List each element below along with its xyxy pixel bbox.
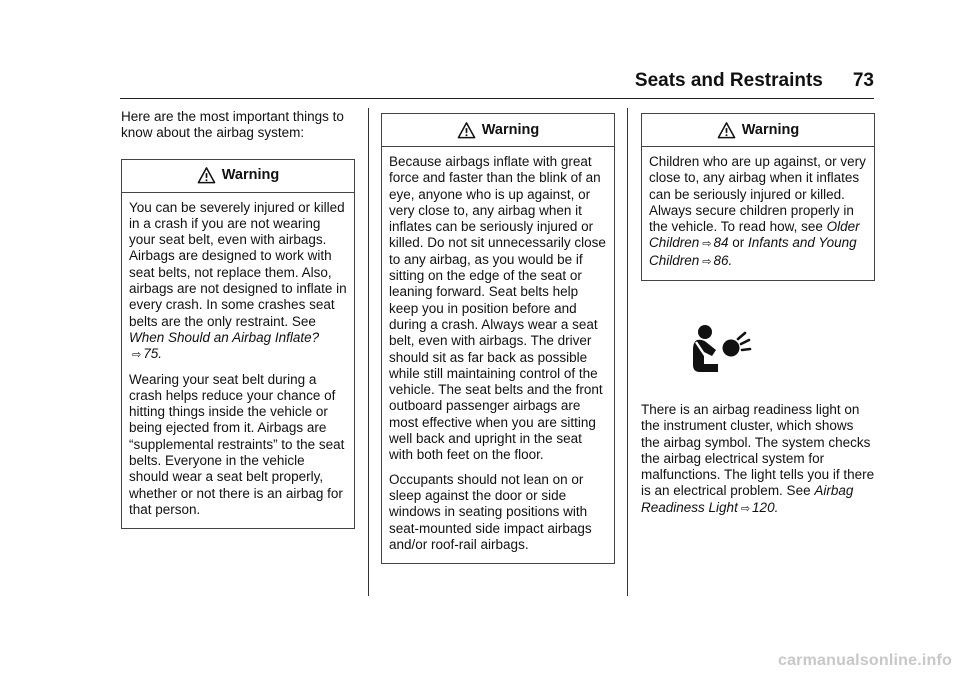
warning-box-2 (381, 113, 615, 564)
warning-paragraph-2: Occupants should not lean on or sleep against the door or side windows in seating positions with seat-mounted side impact airbags and/or roof-rail airbags. (389, 471, 592, 552)
xref-arrow-icon: ⇨ (702, 238, 712, 251)
page-header (560, 70, 874, 96)
xref-page-number[interactable]: 75 (143, 346, 159, 362)
warning-paragraph: Children who are up against, or very close to, any airbag when it inflates can be seriously injured or killed. Always secure children properly in the vehicle. To read how, see Older Children ⇨ 84 or Infants and Young Children ⇨ 86. (649, 154, 866, 268)
warning-header (122, 160, 354, 193)
column-1 (121, 109, 355, 529)
warning-paragraph-1: You can be severely injured or killed in a crash if you are not wearing your seat belt, even with airbags. Airbags are designed to work with seat belts, not replace them. Also, airbags are not designed to inflate in every crash. In some crashes seat belts are the only restraint. See When Should an Airbag Inflate?⇨ 75. (129, 199, 347, 362)
warning-header (642, 114, 874, 147)
warning-box-3 (641, 113, 875, 281)
warning-title: Warning (741, 121, 800, 138)
page-number: 73 (852, 70, 874, 91)
warning-box-1 (121, 159, 355, 530)
column-divider-2 (627, 108, 628, 596)
xref-arrow-icon: ⇨ (740, 502, 751, 515)
body-paragraph: There is an airbag readiness light on the instrument cluster, which shows the airbag symbol. The system checks the airbag electrical system for malfunctions. The light tells you if there is an electrical problem. See Airbag Readiness Light ⇨ 120. (641, 402, 875, 515)
xref-older-children[interactable]: Older Children (649, 219, 860, 251)
xref-when-should-airbag-inflate[interactable]: When Should an Airbag Inflate? (129, 329, 320, 345)
warning-title: Warning (481, 121, 540, 138)
column-3 (641, 113, 875, 281)
section-title: Seats and Restraints (634, 70, 823, 91)
warning-triangle-icon (717, 121, 736, 140)
warning-triangle-icon (197, 166, 216, 185)
xref-page-number[interactable]: 120 (752, 499, 775, 515)
intro-text: Here are the most important things to know about the airbag system: (121, 109, 344, 141)
xref-arrow-icon: ⇨ (702, 255, 712, 268)
warning-title: Warning (221, 167, 280, 184)
airbag-readiness-icon (678, 320, 788, 380)
warning-triangle-icon (457, 121, 476, 140)
xref-infants-young-children[interactable]: Infants and Young Children (649, 235, 857, 268)
header-rule (120, 98, 874, 99)
warning-body (382, 147, 614, 563)
warning-body (122, 193, 354, 529)
xref-airbag-readiness-light[interactable]: Airbag Readiness Light (641, 483, 854, 515)
warning-paragraph-1: Because airbags inflate with great force and faster than the blink of an eye, anyone who is up against, or very close to, any airbag when it inflates can be seriously injured or killed. Do not sit unnecessarily close to any airbag, as you would be if sitting on the edge of the seat or leaning forward. Seat belts help keep you in position before and during a crash. Always wear a seat belt, even with airbags. The driver should sit as far back as possible while still maintaining control of the vehicle. The seat belts and the front outboard passenger airbags are most effective when you are sitting well back and upright in the seat with both feet on the floor. (389, 154, 606, 463)
column-divider-1 (368, 108, 369, 596)
column-2 (381, 113, 615, 564)
warning-paragraph-2: Wearing your seat belt during a crash helps reduce your chance of hitting things inside the vehicle or being ejected from it. Airbags are “supplemental restraints” to the seat belts. Everyone in the vehicle should wear a seat belt properly, whether or not there is an airbag for that person. (129, 371, 345, 517)
xref-page-number[interactable]: 86 (713, 252, 729, 268)
airbag-light-description (641, 402, 875, 525)
warning-body (642, 147, 874, 280)
xref-arrow-icon: ⇨ (132, 349, 142, 362)
warning-header (382, 114, 614, 147)
xref-page-number[interactable]: 84 (713, 235, 729, 251)
watermark: carmanualsonline.info (777, 652, 952, 669)
